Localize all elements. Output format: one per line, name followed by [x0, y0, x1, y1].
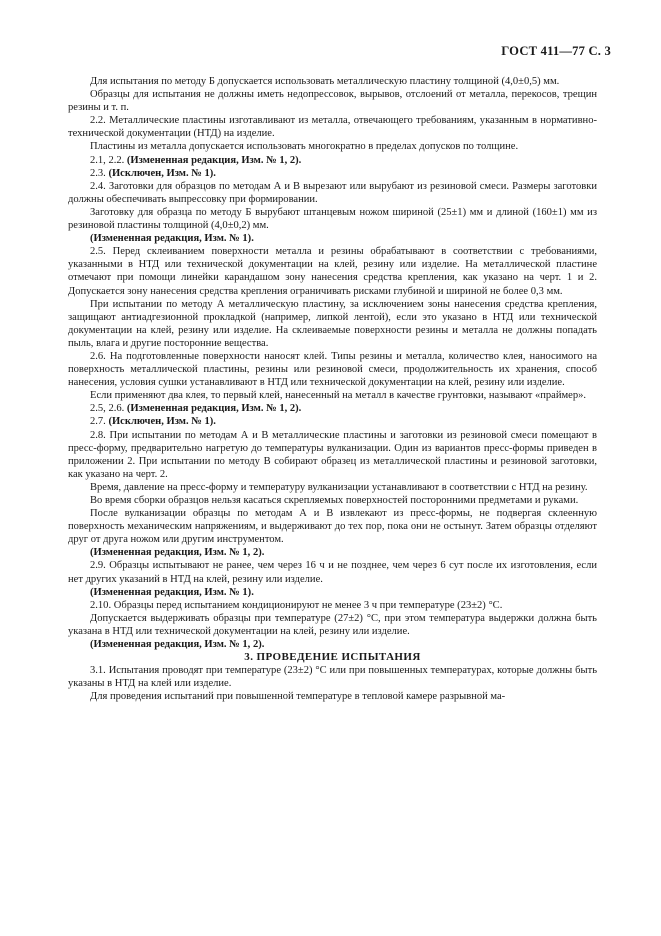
- amendment-text: (Измененная редакция, Изм. № 1).: [90, 233, 254, 245]
- paragraph: 2.2. Металлические пластины изготавливают из металла, отвечающего требованиям, указанным в нормативно-технической документации (НТД) на изделие.: [68, 115, 597, 140]
- amendment-note: [68, 402, 597, 415]
- clause-number: 2.5, 2.6.: [90, 403, 125, 415]
- amendment-note: [68, 546, 597, 559]
- amendment-text: (Измененная редакция, Изм. № 1, 2).: [90, 639, 265, 651]
- clause-number: 2.3.: [90, 167, 106, 179]
- amendment-text: (Измененная редакция, Изм. № 1, 2).: [126, 154, 302, 166]
- amendment-note: [68, 167, 597, 180]
- paragraph: Допускается выдерживать образцы при температуре (27±2) °С, при этом температура выдержки должна быть указана в НТД или технической документации на клей, резину или изделие.: [68, 612, 597, 637]
- paragraph: Время, давление на пресс-форму и температуру вулканизации устанавливают в соответствии с НТД на резину.: [90, 481, 588, 493]
- paragraph: Пластины из металла допускается использовать многократно в пределах допусков по толщине.: [90, 141, 519, 153]
- amendment-text: (Исключен, Изм. № 1).: [108, 416, 216, 428]
- amendment-text: (Измененная редакция, Изм. № 1, 2).: [90, 547, 265, 559]
- amendment-text: (Измененная редакция, Изм. № 1, 2).: [126, 403, 302, 415]
- document-body: [68, 75, 597, 704]
- paragraph: Если применяют два клея, то первый клей, нанесенный на металл в качестве грунтовки, называют «праймер».: [90, 390, 587, 402]
- paragraph: Для проведения испытаний при повышенной температуре в тепловой камере разрывной ма-: [90, 691, 506, 703]
- amendment-text: (Измененная редакция, Изм. № 1).: [90, 586, 254, 598]
- paragraph: Во время сборки образцов нельзя касаться скрепляемых поверхностей посторонними предметами и руками.: [90, 495, 579, 506]
- paragraph: После вулканизации образцы по методам А и В извлекают из пресс-формы, не подвергая склеенную поверхность механическим напряжениям, и выдерживают до тех пор, пока они не остынут. Затем образцы отделяют друг от друга ножом или другим инструментом.: [68, 508, 597, 546]
- clause-number: 2.1, 2.2.: [90, 154, 125, 166]
- paragraph: 2.6. На подготовленные поверхности наносят клей. Типы резины и металла, количество клея, наносимого на поверхность металлической пластины, резины или резиновой смеси, продолжительность их хранения, способ нанесения, условия сушки устанавливают в НТД или технической документации на клей, резину или изделие.: [68, 350, 597, 389]
- paragraph: Для испытания по методу Б допускается использовать металлическую пластину толщиной (4,0±0,5) мм.: [90, 76, 560, 87]
- paragraph: При испытании по методу А металлическую пластину, за исключением зоны нанесения средства крепления, защищают антиадгезионной прокладкой (например, липкой лентой), если это указано в НТД или технической документации на клей, резину или изделие. На склеиваемые поверхности резины и металла не должны попадать пыль, влага и другие посторонние вещества.: [68, 298, 597, 349]
- clause-number: 2.7.: [90, 416, 106, 428]
- page-header: ГОСТ 411—77 С. 3: [501, 44, 611, 58]
- amendment-note: [68, 586, 597, 599]
- amendment-note: [68, 154, 597, 167]
- paragraph: 2.4. Заготовки для образцов по методам А и В вырезают или вырубают из резиновой смеси. Размеры заготовки должны обеспечивать выпрессовку при формировании.: [68, 180, 597, 205]
- amendment-text: (Исключен, Изм. № 1).: [108, 167, 216, 179]
- paragraph: 2.8. При испытании по методам А и В металлические пластины и заготовки из резиновой смеси помещают в пресс-форму, предварительно нагретую до температуры вулканизации. Один из вариантов пресс-формы приведен в приложении 2. При испытании по методу В собирают образец из металлической пластины и резиновой заготовки, как указано на черт. 2.: [68, 429, 597, 480]
- paragraph: 2.10. Образцы перед испытанием кондиционируют не менее 3 ч при температуре (23±2) °С.: [90, 599, 503, 611]
- paragraph: Заготовку для образца по методу Б вырубают штанцевым ножом шириной (25±1) мм и длиной (160±1) мм из резиновой пластины толщиной (4,0±0,2) мм.: [68, 206, 597, 232]
- amendment-note: [68, 415, 597, 428]
- paragraph: 2.5. Перед склеиванием поверхности металла и резины обрабатывают в соответствии с требованиями, указанными в НТД или технической документации на клей, резину или изделие. На металлической пластине отмечают при помощи линейки карандашом зону нанесения средства крепления, как указано на черт. 1 и 2. Допускается зону нанесения средства крепления ограничивать рисками глубиной и шириной не более 0,3 мм.: [68, 246, 597, 297]
- paragraph: 3.1. Испытания проводят при температуре (23±2) °С или при повышенных температурах, которые должны быть указаны в НТД на клей или изделие.: [68, 665, 597, 690]
- amendment-note: [68, 638, 597, 651]
- amendment-note: [68, 232, 597, 245]
- section-title: 3. ПРОВЕДЕНИЕ ИСПЫТАНИЯ: [244, 651, 421, 664]
- paragraph: 2.9. Образцы испытывают не ранее, чем через 16 ч и не позднее, чем через 6 сут после их изготовления, если нет других указаний в НТД на клей, резину или изделие.: [68, 560, 597, 585]
- paragraph: Образцы для испытания не должны иметь недопрессовок, вырывов, отслоений от металла, перекосов, трещин резины и т. п.: [68, 89, 597, 114]
